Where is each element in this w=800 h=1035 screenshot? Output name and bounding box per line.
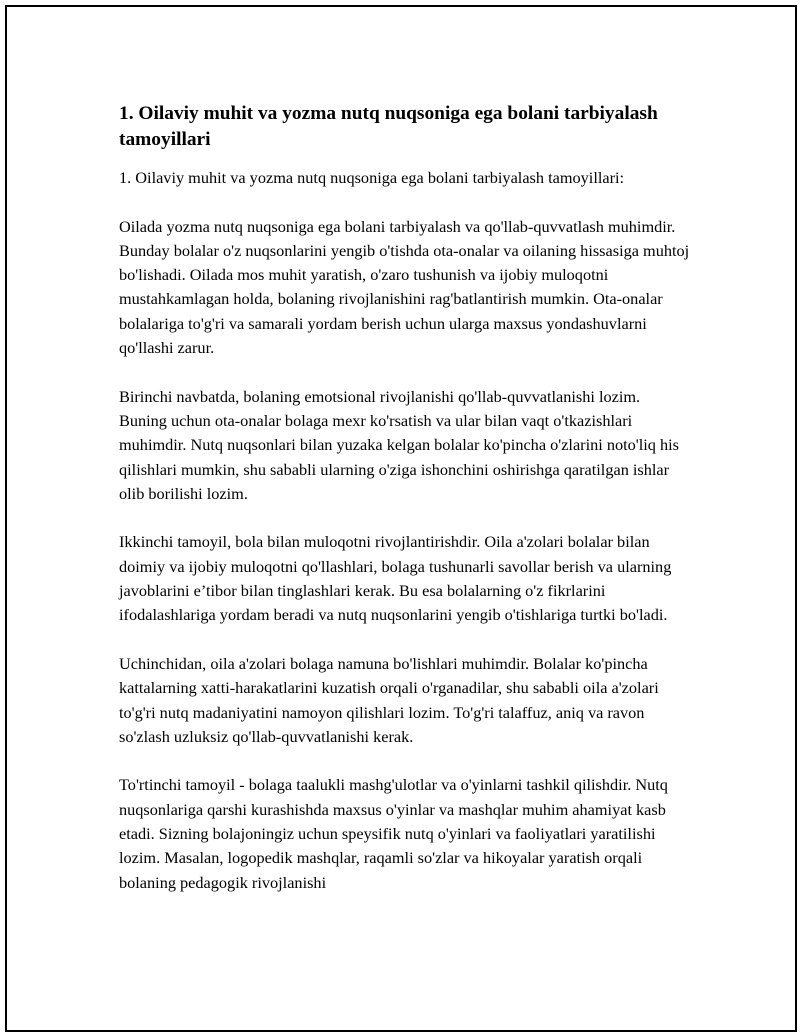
paragraph-intro: 1. Oilaviy muhit va yozma nutq nuqsoniga ega bolani tarbiyalash tamoyillari: <box>119 168 625 187</box>
document-title: 1. Oilaviy muhit va yozma nutq nuqsoniga ega bolani tarbiyalash tamoyillari <box>119 103 658 150</box>
document-body <box>119 101 691 895</box>
page-frame <box>5 5 797 1032</box>
paragraph-first-principle: Birinchi navbatda, bolaning emotsional rivojlanishi qo'llab-quvvatlanishi lozim. Buning uchun ota-onalar bolaga mexr ko'rsatish va ular bilan vaqt o'tkazishlari muhimdir. Nutq nuqsonlari bilan yuzaka kelgan bolalar ko'pincha o'zlarini noto'liq his qilishlari mumkin, shu sababli ularning o'ziga ishonchini oshirishga qaratilgan ishlar olib borilishi lozim. <box>119 386 679 503</box>
paragraph-second-principle: Ikkinchi tamoyil, bola bilan muloqotni rivojlantirishdir. Oila a'zolari bolalar bilan doimiy va ijobiy muloqotni qo'llashlari, bolaga tushunarli savollar berish va ularning javoblarini e’tibor bilan tinglashlari kerak. Bu esa bolalarning o'z fikrlarini ifodalashlariga yordam beradi va nutq nuqsonlarini yengib o'tishlariga turtki bo'ladi. <box>119 532 672 625</box>
paragraph-family-support: Oilada yozma nutq nuqsoniga ega bolani tarbiyalash va qo'llab-quvvatlash muhimdir. Bunday bolalar o'z nuqsonlarini yengib o'tishda ota-onalar va oilaning hissasiga muhtoj bo'lishadi. Oilada mos muhit yaratish, o'zaro tushunish va ijobiy muloqotni mustahkamlagan holda, bolaning rivojlanishini rag'batlantirish mumkin. Ota-onalar bolalariga to'g'ri va samarali yordam berish uchun ularga maxsus yondashuvlarni qo'llashi zarur. <box>119 216 690 358</box>
paragraph-third-principle: Uchinchidan, oila a'zolari bolaga namuna bo'lishlari muhimdir. Bolalar ko'pincha kattalarning xatti-harakatlarini kuzatish orqali o'rganadilar, shu sababli oila a'zolari to'g'ri nutq madaniyatini namoyon qilishlari lozim. To'g'ri talaffuz, aniq va ravon so'zlash uzluksiz qo'llab-quvvatlanishi kerak. <box>119 653 659 746</box>
paragraph-fourth-principle: To'rtinchi tamoyil - bolaga taalukli mashg'ulotlar va o'yinlarni tashkil qilishdir. Nutq nuqsonlariga qarshi kurashishda maxsus o'yinlar va mashqlar muhim ahamiyat kasb etadi. Sizning bolajoningiz uchun speysifik nutq o'yinlari va faoliyatlari yaratilishi lozim. Masalan, logopedik mashqlar, raqamli so'zlar va hikoyalar yaratish orqali bolaning pedagogik rivojlanishi <box>119 775 668 892</box>
